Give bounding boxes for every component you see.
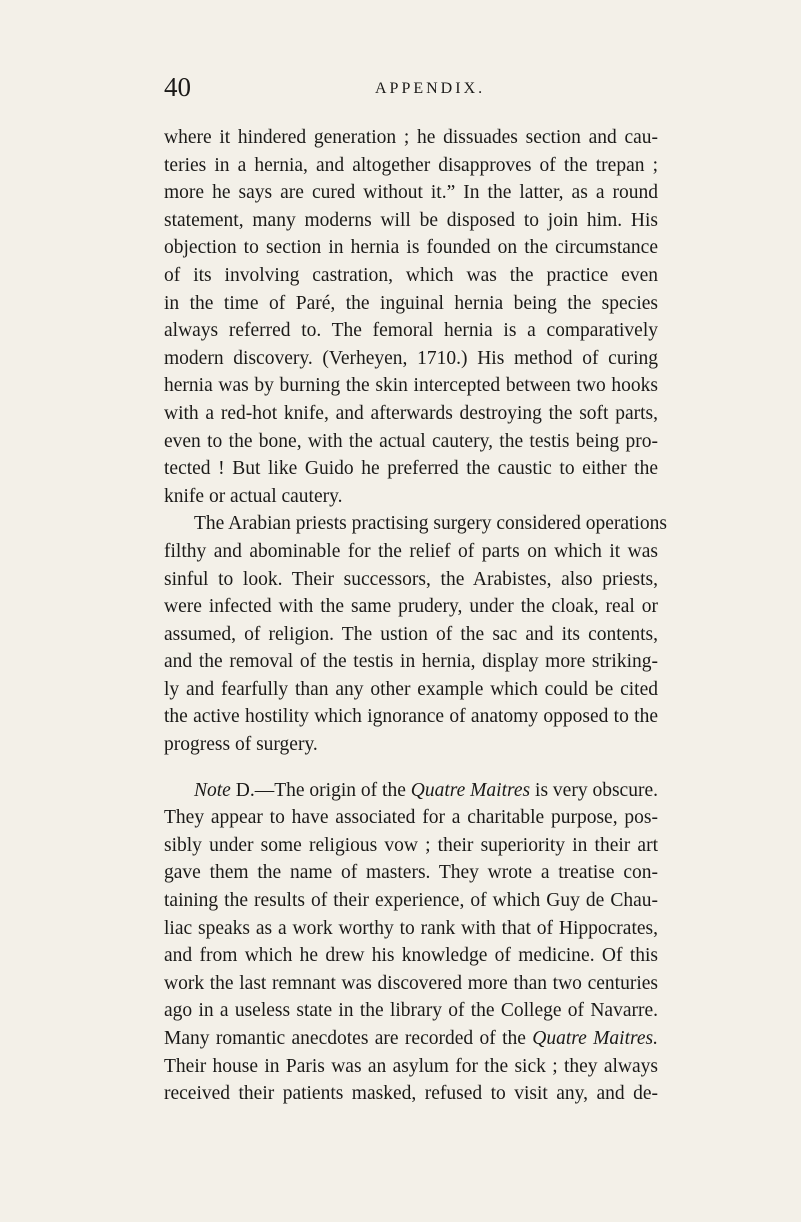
paragraph-hernia-treatment <box>164 124 658 510</box>
paragraph-spacer <box>164 759 658 777</box>
text-line: progress of surgery. <box>164 734 318 756</box>
text-line: sibly under some religious vow ; their superiority in their art <box>164 834 658 856</box>
text-line: The Arabian priests practising surgery considered operations <box>194 513 667 535</box>
text-line: statement, many moderns will be disposed to join him. His <box>164 209 658 231</box>
note-first-line <box>164 777 658 805</box>
work-title: Quatre Maitres <box>410 779 531 801</box>
text-line: hernia was by burning the skin intercepted between two hooks <box>164 375 658 397</box>
note-first-line-rest: is very obscure. <box>530 779 658 801</box>
paragraph-arabian-priests <box>164 510 667 758</box>
text-line: were infected with the same prudery, under the cloak, real or <box>164 596 658 618</box>
text-line: modern discovery. (Verheyen, 1710.) His method of curing <box>164 347 658 369</box>
text-line: always referred to. The femoral hernia is a comparatively <box>164 320 658 342</box>
text-line: ago in a useless state in the library of the College of Navarre. <box>164 1000 658 1022</box>
text-line: and from which he drew his knowledge of medicine. Of this <box>164 945 658 967</box>
page-number: 40 <box>164 72 191 102</box>
work-title: Quatre Maitres. <box>532 1028 658 1049</box>
text-line: teries in a hernia, and altogether disapproves of the trepan ; <box>164 154 658 176</box>
text-line: assumed, of religion. The ustion of the sac and its contents, <box>164 623 658 645</box>
body-text <box>164 124 667 1108</box>
note-d <box>164 777 658 1108</box>
text-line: work the last remnant was discovered more than two centuries <box>164 972 658 994</box>
text-line: and the removal of the testis in hernia, display more striking- <box>164 651 658 673</box>
text-line: with a red-hot knife, and afterwards destroying the soft parts, <box>164 402 658 424</box>
text-line: where it hindered generation ; he dissuades section and cau- <box>164 127 658 148</box>
text-line: liac speaks as a work worthy to rank with that of Hippocrates, <box>164 917 658 939</box>
text-line: taining the results of their experience, of which Guy de Chau- <box>164 890 658 912</box>
text-line: even to the bone, with the actual cautery, the testis being pro- <box>164 430 658 452</box>
note-label: Note <box>194 779 231 801</box>
text-line: ly and fearfully than any other example which could be cited <box>164 678 658 700</box>
note-label-rest: D.—The origin of the <box>230 779 411 801</box>
text-line: They appear to have associated for a charitable purpose, pos- <box>164 807 658 829</box>
text-line: objection to section in hernia is founded on the circumstance <box>164 237 658 259</box>
text-line: filthy and abominable for the relief of parts on which it was <box>164 540 658 562</box>
text-line: gave them the name of masters. They wrote a treatise con- <box>164 862 658 884</box>
text-line: tected ! But like Guido he preferred the caustic to either the <box>164 458 658 480</box>
text-line: knife or actual cautery. <box>164 485 343 507</box>
line-text: Many romantic anecdotes are recorded of the <box>164 1028 533 1049</box>
page-header <box>164 72 658 112</box>
text-line: sinful to look. Their successors, the Arabistes, also priests, <box>164 568 658 590</box>
text-line: the active hostility which ignorance of anatomy opposed to the <box>164 706 658 728</box>
text-line: in the time of Paré, the inguinal hernia being the species <box>164 292 658 314</box>
text-line: more he says are cured without it.” In the latter, as a round <box>164 182 658 204</box>
text-line <box>164 1025 658 1053</box>
text-line: of its involving castration, which was the practice even <box>164 264 658 286</box>
text-line: received their patients masked, refused to visit any, and de- <box>164 1083 658 1105</box>
running-head: APPENDIX. <box>375 80 486 97</box>
text-line: Their house in Paris was an asylum for the sick ; they always <box>164 1055 658 1077</box>
